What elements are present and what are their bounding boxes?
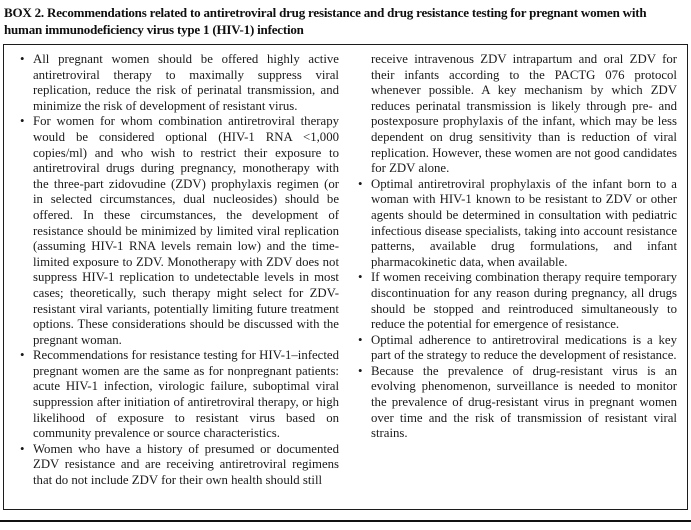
recommendation-item xyxy=(357,333,677,364)
bullet-marker: • xyxy=(358,176,363,191)
bullet-marker: • xyxy=(20,114,25,129)
bullet-marker: • xyxy=(20,348,25,363)
bullet-marker: • xyxy=(20,441,25,456)
bottom-rule xyxy=(0,520,691,522)
recommendation-text: For women for whom combination antiretroviral therapy would be considered optional (HIV-1 RNA <1,000 copies/ml) and who wish to restrict their exposure to antiretroviral drugs during pregnancy, monotherapy with the three-part zidovudine (ZDV) prophylaxis regimen (or in selected circumstances, dual nucleosides) should be offered. In these circumstances, the development of resistance should be minimized by limited viral replication (assuming HIV-1 RNA levels remain low) and the time-limited exposure to ZDV. Monotherapy with ZDV does not suppress HIV-1 replication to undetectable levels in most cases; theoretically, such therapy might select for ZDV-resistant viral variants, potentially limiting future treatment options. These considerations should be discussed with the pregnant woman. xyxy=(33,114,339,347)
recommendation-text: Recommendations for resistance testing for HIV-1–infected pregnant women are the same as for nonpregnant patients: acute HIV-1 infection, virologic failure, suboptimal viral suppression after initiation of antiretroviral therapy, or high likelihood of exposure to resistant virus based on community prevalence or source characteristics. xyxy=(33,348,339,441)
bullet-marker: • xyxy=(20,52,25,66)
bullet-marker: • xyxy=(358,332,363,347)
bullet-marker: • xyxy=(358,363,363,378)
box-title: BOX 2. Recommendations related to antiretroviral drug resistance and drug resistance testing for pregnant women with human immunodeficiency virus type 1 (HIV-1) infection xyxy=(4,5,647,37)
box-column-right xyxy=(357,52,677,503)
recommendation-continuation xyxy=(357,52,677,177)
box-frame xyxy=(3,44,688,510)
recommendation-text: Optimal adherence to antiretroviral medications is a key part of the strategy to reduce the development of resistance. xyxy=(371,332,677,363)
recommendation-text: Because the prevalence of drug-resistant virus is an evolving phenomenon, surveillance is needed to monitor the prevalence of drug-resistant virus in pregnant women over time and the risk of transmission of resistant viral strains. xyxy=(371,363,677,441)
recommendation-text: Women who have a history of presumed or documented ZDV resistance and are receiving antiretroviral regimens that do not include ZDV for their own health should still xyxy=(33,441,339,488)
recommendation-text: If women receiving combination therapy require temporary discontinuation for any reason during pregnancy, all drugs should be stopped and reintroduced simultaneously to reduce the potential for emergence of resistance. xyxy=(371,270,677,332)
recommendation-text: Optimal antiretroviral prophylaxis of the infant born to a woman with HIV-1 known to be resistant to ZDV or other agents should be determined in consultation with pediatric infectious disease specialists, taking into account resistance patterns, available drug formulations, and infant pharmacokinetic data, when available. xyxy=(371,176,677,269)
recommendation-item xyxy=(19,348,339,442)
recommendation-item xyxy=(19,114,339,348)
recommendation-item xyxy=(357,177,677,271)
recommendation-item xyxy=(19,52,339,114)
recommendation-item xyxy=(357,364,677,442)
recommendation-item xyxy=(19,442,339,489)
bullet-marker: • xyxy=(358,270,363,285)
recommendation-item xyxy=(357,270,677,332)
recommendation-text: receive intravenous ZDV intrapartum and oral ZDV for their infants according to the PACTG 076 protocol whenever possible. A key mechanism by which ZDV reduces perinatal transmission is likely through pre- and postexposure prophylaxis of the infant, which may be less dependent on drug sensitivity than is reduction of viral replication. However, these women are not good candidates for ZDV alone. xyxy=(371,52,677,176)
recommendation-text: All pregnant women should be offered highly active antiretroviral therapy to maximally suppress viral replication, reduce the risk of perinatal transmission, and minimize the risk of development of resistant virus. xyxy=(33,52,339,113)
box-column-left xyxy=(19,52,339,503)
